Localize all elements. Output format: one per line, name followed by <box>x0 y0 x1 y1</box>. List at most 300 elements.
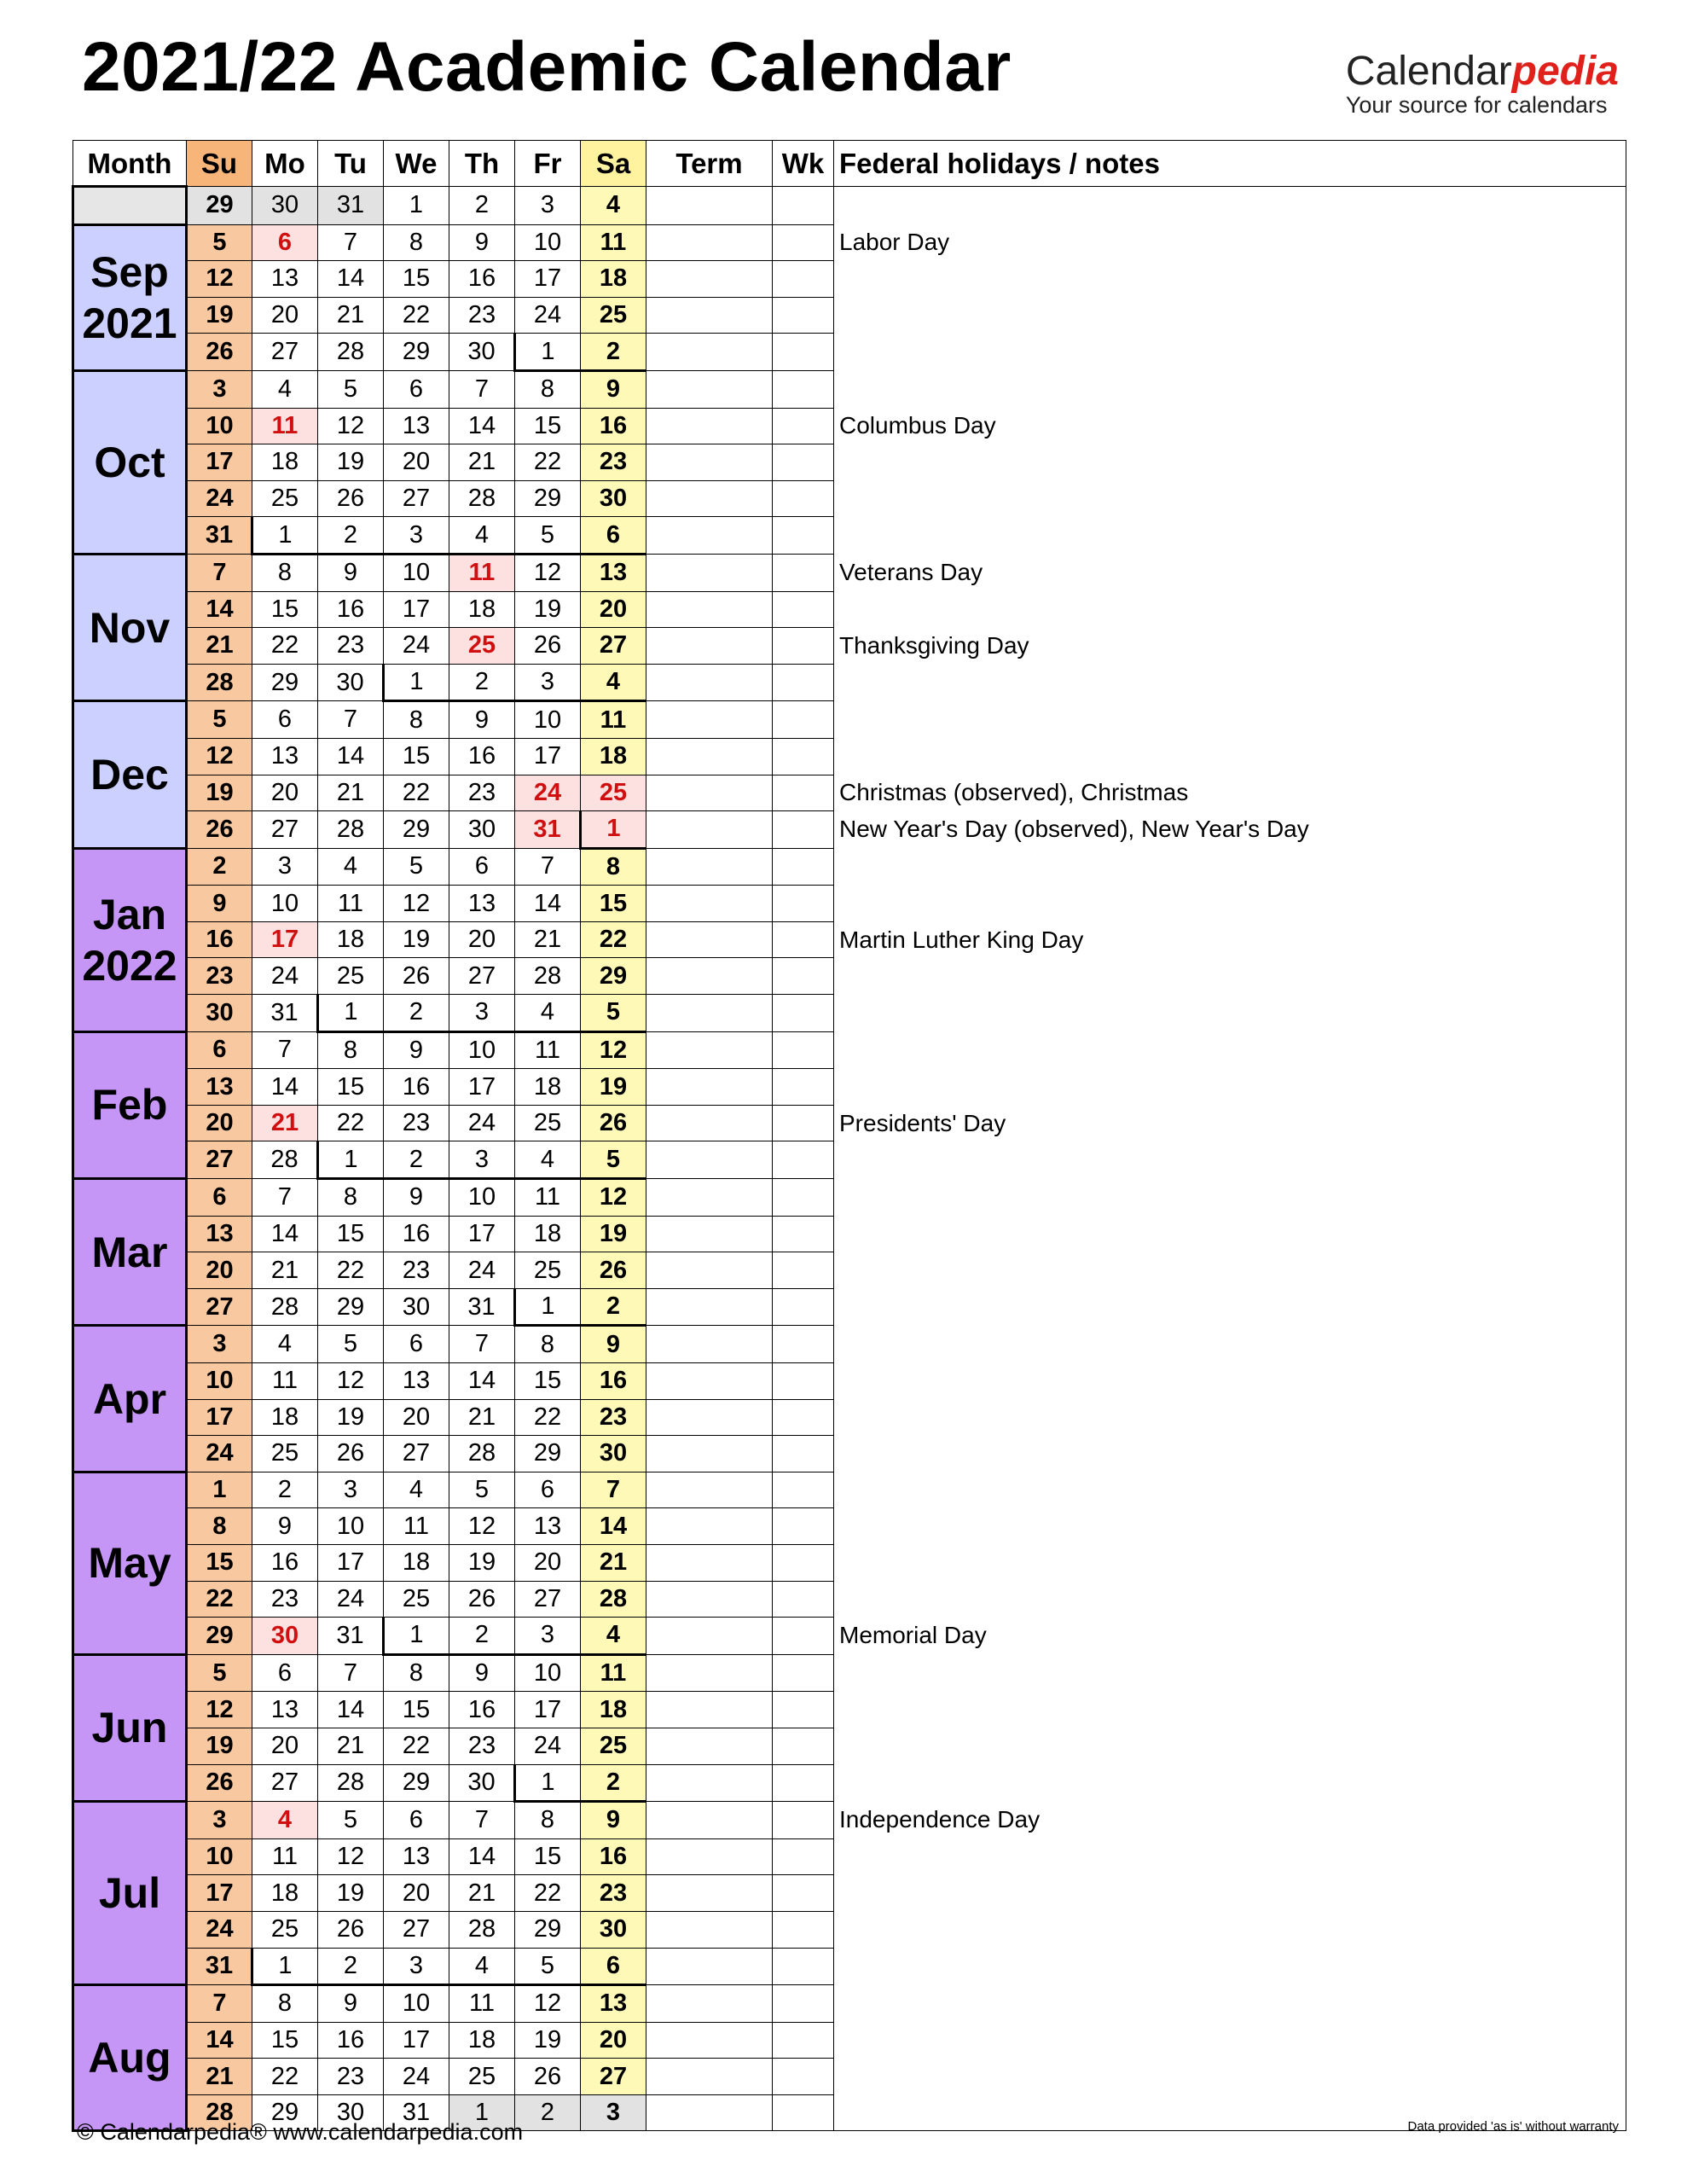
holiday-note <box>834 1692 1626 1728</box>
holiday-note <box>834 1252 1626 1289</box>
wk-cell[interactable] <box>773 1105 834 1141</box>
month-label: Aug <box>73 1985 187 2131</box>
wk-cell[interactable] <box>773 1326 834 1363</box>
column-header: Th <box>449 141 515 187</box>
day-cell: 24 <box>187 480 252 517</box>
day-cell: 27 <box>187 1141 252 1179</box>
week-row <box>73 921 1626 958</box>
wk-cell[interactable] <box>773 480 834 517</box>
day-cell: 19 <box>318 1875 384 1912</box>
day-cell: 18 <box>449 2022 515 2059</box>
holiday-note: Independence Day <box>834 1802 1626 1839</box>
day-cell: 20 <box>515 1544 581 1581</box>
day-cell: 28 <box>449 480 515 517</box>
day-cell: 10 <box>318 1508 384 1545</box>
day-cell: 29 <box>252 2094 318 2131</box>
column-header: Fr <box>515 141 581 187</box>
month-label: Apr <box>73 1326 187 1472</box>
wk-cell[interactable] <box>773 1728 834 1764</box>
day-cell: 24 <box>187 1911 252 1948</box>
day-cell: 17 <box>384 2022 449 2059</box>
term-cell[interactable] <box>646 775 773 811</box>
term-cell[interactable] <box>646 811 773 849</box>
day-cell: 23 <box>384 1105 449 1141</box>
wk-cell[interactable] <box>773 958 834 995</box>
day-cell: 20 <box>252 1728 318 1764</box>
day-cell: 23 <box>581 444 646 481</box>
term-cell[interactable] <box>646 1031 773 1069</box>
day-cell: 1 <box>581 811 646 849</box>
week-row <box>73 370 1626 408</box>
day-cell: 26 <box>581 1105 646 1141</box>
day-cell: 16 <box>384 1216 449 1252</box>
week-row <box>73 1544 1626 1581</box>
day-cell: 9 <box>384 1179 449 1217</box>
wk-cell[interactable] <box>773 1985 834 2023</box>
day-cell: 13 <box>449 886 515 922</box>
holiday-note <box>834 1544 1626 1581</box>
day-cell: 20 <box>581 591 646 628</box>
day-cell: 7 <box>187 554 252 591</box>
wk-cell[interactable] <box>773 1948 834 1985</box>
column-header: We <box>384 141 449 187</box>
term-cell[interactable] <box>646 1069 773 1106</box>
week-row <box>73 628 1626 665</box>
day-cell: 8 <box>515 1326 581 1363</box>
wk-cell[interactable] <box>773 1618 834 1655</box>
wk-cell[interactable] <box>773 2022 834 2059</box>
wk-cell[interactable] <box>773 1069 834 1106</box>
day-cell: 20 <box>581 2022 646 2059</box>
day-cell: 6 <box>384 1802 449 1839</box>
term-cell[interactable] <box>646 1326 773 1363</box>
day-cell: 9 <box>581 370 646 408</box>
day-cell: 4 <box>252 1326 318 1363</box>
week-row <box>73 1508 1626 1545</box>
day-cell: 25 <box>449 2059 515 2095</box>
day-cell: 27 <box>384 1436 449 1472</box>
term-cell[interactable] <box>646 1911 773 1948</box>
day-cell: 9 <box>449 224 515 261</box>
week-row <box>73 1838 1626 1875</box>
day-cell: 24 <box>252 958 318 995</box>
day-cell: 25 <box>581 775 646 811</box>
term-cell[interactable] <box>646 664 773 701</box>
term-cell[interactable] <box>646 1875 773 1912</box>
day-cell: 21 <box>252 1252 318 1289</box>
day-cell: 2 <box>581 1764 646 1802</box>
holiday-note <box>834 1326 1626 1363</box>
day-cell: 12 <box>187 261 252 298</box>
term-cell[interactable] <box>646 628 773 665</box>
term-cell[interactable] <box>646 517 773 555</box>
day-cell: 17 <box>187 444 252 481</box>
term-cell[interactable] <box>646 701 773 739</box>
term-cell[interactable] <box>646 1179 773 1217</box>
term-cell[interactable] <box>646 1105 773 1141</box>
day-cell: 5 <box>318 1326 384 1363</box>
term-cell[interactable] <box>646 1948 773 1985</box>
day-cell: 6 <box>187 1031 252 1069</box>
week-row <box>73 1764 1626 1802</box>
wk-cell[interactable] <box>773 334 834 371</box>
day-cell: 13 <box>384 408 449 444</box>
day-cell: 1 <box>515 334 581 371</box>
term-cell[interactable] <box>646 1436 773 1472</box>
day-cell: 12 <box>515 554 581 591</box>
day-cell: 15 <box>581 886 646 922</box>
wk-cell[interactable] <box>773 1508 834 1545</box>
holiday-note <box>834 701 1626 739</box>
day-cell: 22 <box>384 775 449 811</box>
day-cell: 30 <box>581 1436 646 1472</box>
day-cell: 21 <box>515 921 581 958</box>
wk-cell[interactable] <box>773 2059 834 2095</box>
day-cell: 23 <box>318 628 384 665</box>
day-cell: 20 <box>384 1399 449 1436</box>
day-cell: 10 <box>384 554 449 591</box>
day-cell: 27 <box>252 1764 318 1802</box>
term-cell[interactable] <box>646 995 773 1032</box>
day-cell: 11 <box>384 1508 449 1545</box>
week-row <box>73 187 1626 225</box>
day-cell: 1 <box>384 1618 449 1655</box>
day-cell: 28 <box>318 334 384 371</box>
day-cell: 2 <box>384 995 449 1032</box>
day-cell: 8 <box>515 1802 581 1839</box>
wk-cell[interactable] <box>773 1288 834 1326</box>
day-cell: 24 <box>515 775 581 811</box>
term-cell[interactable] <box>646 738 773 775</box>
day-cell: 13 <box>252 738 318 775</box>
wk-cell[interactable] <box>773 628 834 665</box>
term-cell[interactable] <box>646 1508 773 1545</box>
term-cell[interactable] <box>646 1216 773 1252</box>
day-cell: 26 <box>318 1436 384 1472</box>
day-cell: 7 <box>187 1985 252 2023</box>
week-row <box>73 1692 1626 1728</box>
day-cell: 7 <box>449 1802 515 1839</box>
wk-cell[interactable] <box>773 738 834 775</box>
day-cell: 31 <box>187 1948 252 1985</box>
term-cell[interactable] <box>646 370 773 408</box>
wk-cell[interactable] <box>773 1875 834 1912</box>
wk-cell[interactable] <box>773 591 834 628</box>
term-cell[interactable] <box>646 2094 773 2131</box>
term-cell[interactable] <box>646 334 773 371</box>
day-cell: 2 <box>581 1288 646 1326</box>
term-cell[interactable] <box>646 261 773 298</box>
wk-cell[interactable] <box>773 2094 834 2131</box>
holiday-note <box>834 480 1626 517</box>
term-cell[interactable] <box>646 1764 773 1802</box>
day-cell: 3 <box>384 517 449 555</box>
term-cell[interactable] <box>646 1985 773 2023</box>
day-cell: 13 <box>252 1692 318 1728</box>
term-cell[interactable] <box>646 1838 773 1875</box>
wk-cell[interactable] <box>773 1838 834 1875</box>
day-cell: 23 <box>449 297 515 334</box>
week-row <box>73 1911 1626 1948</box>
term-cell[interactable] <box>646 1692 773 1728</box>
holiday-note: Memorial Day <box>834 1618 1626 1655</box>
day-cell: 7 <box>581 1472 646 1508</box>
wk-cell[interactable] <box>773 811 834 849</box>
week-row <box>73 1581 1626 1618</box>
wk-cell[interactable] <box>773 1764 834 1802</box>
day-cell: 11 <box>318 886 384 922</box>
day-cell: 5 <box>581 995 646 1032</box>
day-cell: 25 <box>252 1911 318 1948</box>
wk-cell[interactable] <box>773 297 834 334</box>
term-cell[interactable] <box>646 297 773 334</box>
day-cell: 8 <box>515 370 581 408</box>
week-row <box>73 224 1626 261</box>
day-cell: 2 <box>384 1141 449 1179</box>
wk-cell[interactable] <box>773 1581 834 1618</box>
day-cell: 9 <box>449 1654 515 1692</box>
wk-cell[interactable] <box>773 1399 834 1436</box>
wk-cell[interactable] <box>773 224 834 261</box>
day-cell: 13 <box>384 1838 449 1875</box>
day-cell: 20 <box>384 444 449 481</box>
day-cell: 18 <box>581 738 646 775</box>
day-cell: 18 <box>384 1544 449 1581</box>
day-cell: 28 <box>515 958 581 995</box>
wk-cell[interactable] <box>773 1472 834 1508</box>
day-cell: 9 <box>252 1508 318 1545</box>
day-cell: 15 <box>318 1069 384 1106</box>
term-cell[interactable] <box>646 1618 773 1655</box>
day-cell: 27 <box>384 480 449 517</box>
wk-cell[interactable] <box>773 701 834 739</box>
day-cell: 18 <box>515 1216 581 1252</box>
term-cell[interactable] <box>646 408 773 444</box>
day-cell: 2 <box>252 1472 318 1508</box>
day-cell: 11 <box>515 1179 581 1217</box>
month-label: May <box>73 1472 187 1654</box>
wk-cell[interactable] <box>773 1363 834 1400</box>
day-cell: 15 <box>318 1216 384 1252</box>
day-cell: 23 <box>318 2059 384 2095</box>
day-cell: 16 <box>581 1363 646 1400</box>
wk-cell[interactable] <box>773 1141 834 1179</box>
term-cell[interactable] <box>646 958 773 995</box>
term-cell[interactable] <box>646 1728 773 1764</box>
day-cell: 18 <box>515 1069 581 1106</box>
term-cell[interactable] <box>646 1141 773 1179</box>
wk-cell[interactable] <box>773 775 834 811</box>
week-row <box>73 1875 1626 1912</box>
day-cell: 21 <box>449 444 515 481</box>
day-cell: 31 <box>187 517 252 555</box>
day-cell: 30 <box>581 480 646 517</box>
term-cell[interactable] <box>646 1399 773 1436</box>
wk-cell[interactable] <box>773 848 834 886</box>
day-cell: 19 <box>515 591 581 628</box>
wk-cell[interactable] <box>773 1031 834 1069</box>
term-cell[interactable] <box>646 444 773 481</box>
day-cell: 28 <box>252 1288 318 1326</box>
wk-cell[interactable] <box>773 1179 834 1217</box>
wk-cell[interactable] <box>773 187 834 225</box>
holiday-note <box>834 1472 1626 1508</box>
day-cell: 18 <box>581 1692 646 1728</box>
term-cell[interactable] <box>646 2022 773 2059</box>
term-cell[interactable] <box>646 187 773 225</box>
week-row <box>73 1363 1626 1400</box>
day-cell: 13 <box>581 1985 646 2023</box>
holiday-note <box>834 334 1626 371</box>
holiday-note: New Year's Day (observed), New Year's Day <box>834 811 1626 849</box>
day-cell: 16 <box>187 921 252 958</box>
wk-cell[interactable] <box>773 921 834 958</box>
holiday-note: Christmas (observed), Christmas <box>834 775 1626 811</box>
day-cell: 14 <box>187 591 252 628</box>
day-cell: 14 <box>318 738 384 775</box>
wk-cell[interactable] <box>773 554 834 591</box>
holiday-note <box>834 958 1626 995</box>
term-cell[interactable] <box>646 1472 773 1508</box>
day-cell: 26 <box>318 1911 384 1948</box>
day-cell: 20 <box>252 297 318 334</box>
day-cell: 6 <box>581 517 646 555</box>
term-cell[interactable] <box>646 1288 773 1326</box>
term-cell[interactable] <box>646 1363 773 1400</box>
day-cell: 16 <box>449 261 515 298</box>
term-cell[interactable] <box>646 224 773 261</box>
day-cell: 6 <box>252 701 318 739</box>
day-cell: 28 <box>187 664 252 701</box>
day-cell: 1 <box>384 187 449 225</box>
wk-cell[interactable] <box>773 1544 834 1581</box>
wk-cell[interactable] <box>773 1654 834 1692</box>
holiday-note <box>834 848 1626 886</box>
day-cell: 14 <box>318 1692 384 1728</box>
day-cell: 11 <box>581 1654 646 1692</box>
day-cell: 22 <box>384 1728 449 1764</box>
day-cell: 27 <box>449 958 515 995</box>
week-row <box>73 1141 1626 1179</box>
day-cell: 16 <box>581 1838 646 1875</box>
wk-cell[interactable] <box>773 664 834 701</box>
wk-cell[interactable] <box>773 444 834 481</box>
day-cell: 22 <box>384 297 449 334</box>
month-label: Sep 2021 <box>73 224 187 370</box>
term-cell[interactable] <box>646 1802 773 1839</box>
wk-cell[interactable] <box>773 886 834 922</box>
day-cell: 7 <box>318 1654 384 1692</box>
column-header: Federal holidays / notes <box>834 141 1626 187</box>
day-cell: 2 <box>581 334 646 371</box>
term-cell[interactable] <box>646 1544 773 1581</box>
wk-cell[interactable] <box>773 1911 834 1948</box>
week-row <box>73 1031 1626 1069</box>
day-cell: 29 <box>581 958 646 995</box>
day-cell: 9 <box>581 1326 646 1363</box>
day-cell: 10 <box>187 1363 252 1400</box>
day-cell: 29 <box>252 664 318 701</box>
term-cell[interactable] <box>646 1252 773 1289</box>
day-cell: 27 <box>252 334 318 371</box>
day-cell: 15 <box>252 591 318 628</box>
wk-cell[interactable] <box>773 995 834 1032</box>
calendarpedia-logo[interactable] <box>1346 51 1619 117</box>
term-cell[interactable] <box>646 554 773 591</box>
day-cell: 30 <box>449 811 515 849</box>
wk-cell[interactable] <box>773 408 834 444</box>
day-cell: 4 <box>581 187 646 225</box>
day-cell: 30 <box>252 187 318 225</box>
week-row <box>73 1069 1626 1106</box>
holiday-note: Columbus Day <box>834 408 1626 444</box>
week-row <box>73 775 1626 811</box>
day-cell: 29 <box>384 334 449 371</box>
day-cell: 10 <box>515 224 581 261</box>
wk-cell[interactable] <box>773 517 834 555</box>
term-cell[interactable] <box>646 480 773 517</box>
term-cell[interactable] <box>646 591 773 628</box>
day-cell: 27 <box>384 1911 449 1948</box>
wk-cell[interactable] <box>773 1802 834 1839</box>
day-cell: 24 <box>384 628 449 665</box>
day-cell: 23 <box>449 1728 515 1764</box>
term-cell[interactable] <box>646 2059 773 2095</box>
term-cell[interactable] <box>646 886 773 922</box>
day-cell: 19 <box>581 1216 646 1252</box>
wk-cell[interactable] <box>773 1252 834 1289</box>
term-cell[interactable] <box>646 1581 773 1618</box>
month-label <box>73 187 187 225</box>
day-cell: 22 <box>187 1581 252 1618</box>
wk-cell[interactable] <box>773 1436 834 1472</box>
day-cell: 13 <box>252 261 318 298</box>
day-cell: 20 <box>449 921 515 958</box>
day-cell: 5 <box>187 224 252 261</box>
day-cell: 2 <box>318 517 384 555</box>
wk-cell[interactable] <box>773 1216 834 1252</box>
column-header: Wk <box>773 141 834 187</box>
term-cell[interactable] <box>646 848 773 886</box>
holiday-note: Presidents' Day <box>834 1105 1626 1141</box>
day-cell: 14 <box>581 1508 646 1545</box>
column-header: Mo <box>252 141 318 187</box>
day-cell: 14 <box>449 1838 515 1875</box>
wk-cell[interactable] <box>773 370 834 408</box>
day-cell: 12 <box>318 1363 384 1400</box>
day-cell: 25 <box>449 628 515 665</box>
day-cell: 2 <box>515 2094 581 2131</box>
month-label: Nov <box>73 554 187 700</box>
week-row <box>73 1618 1626 1655</box>
day-cell: 28 <box>252 1141 318 1179</box>
holiday-note <box>834 261 1626 298</box>
holiday-note: Veterans Day <box>834 554 1626 591</box>
day-cell: 18 <box>252 444 318 481</box>
day-cell: 5 <box>318 370 384 408</box>
holiday-note <box>834 738 1626 775</box>
holiday-note <box>834 591 1626 628</box>
week-row <box>73 848 1626 886</box>
wk-cell[interactable] <box>773 1692 834 1728</box>
holiday-note <box>834 187 1626 225</box>
day-cell: 12 <box>384 886 449 922</box>
day-cell: 25 <box>581 1728 646 1764</box>
term-cell[interactable] <box>646 1654 773 1692</box>
wk-cell[interactable] <box>773 261 834 298</box>
term-cell[interactable] <box>646 921 773 958</box>
day-cell: 9 <box>384 1031 449 1069</box>
